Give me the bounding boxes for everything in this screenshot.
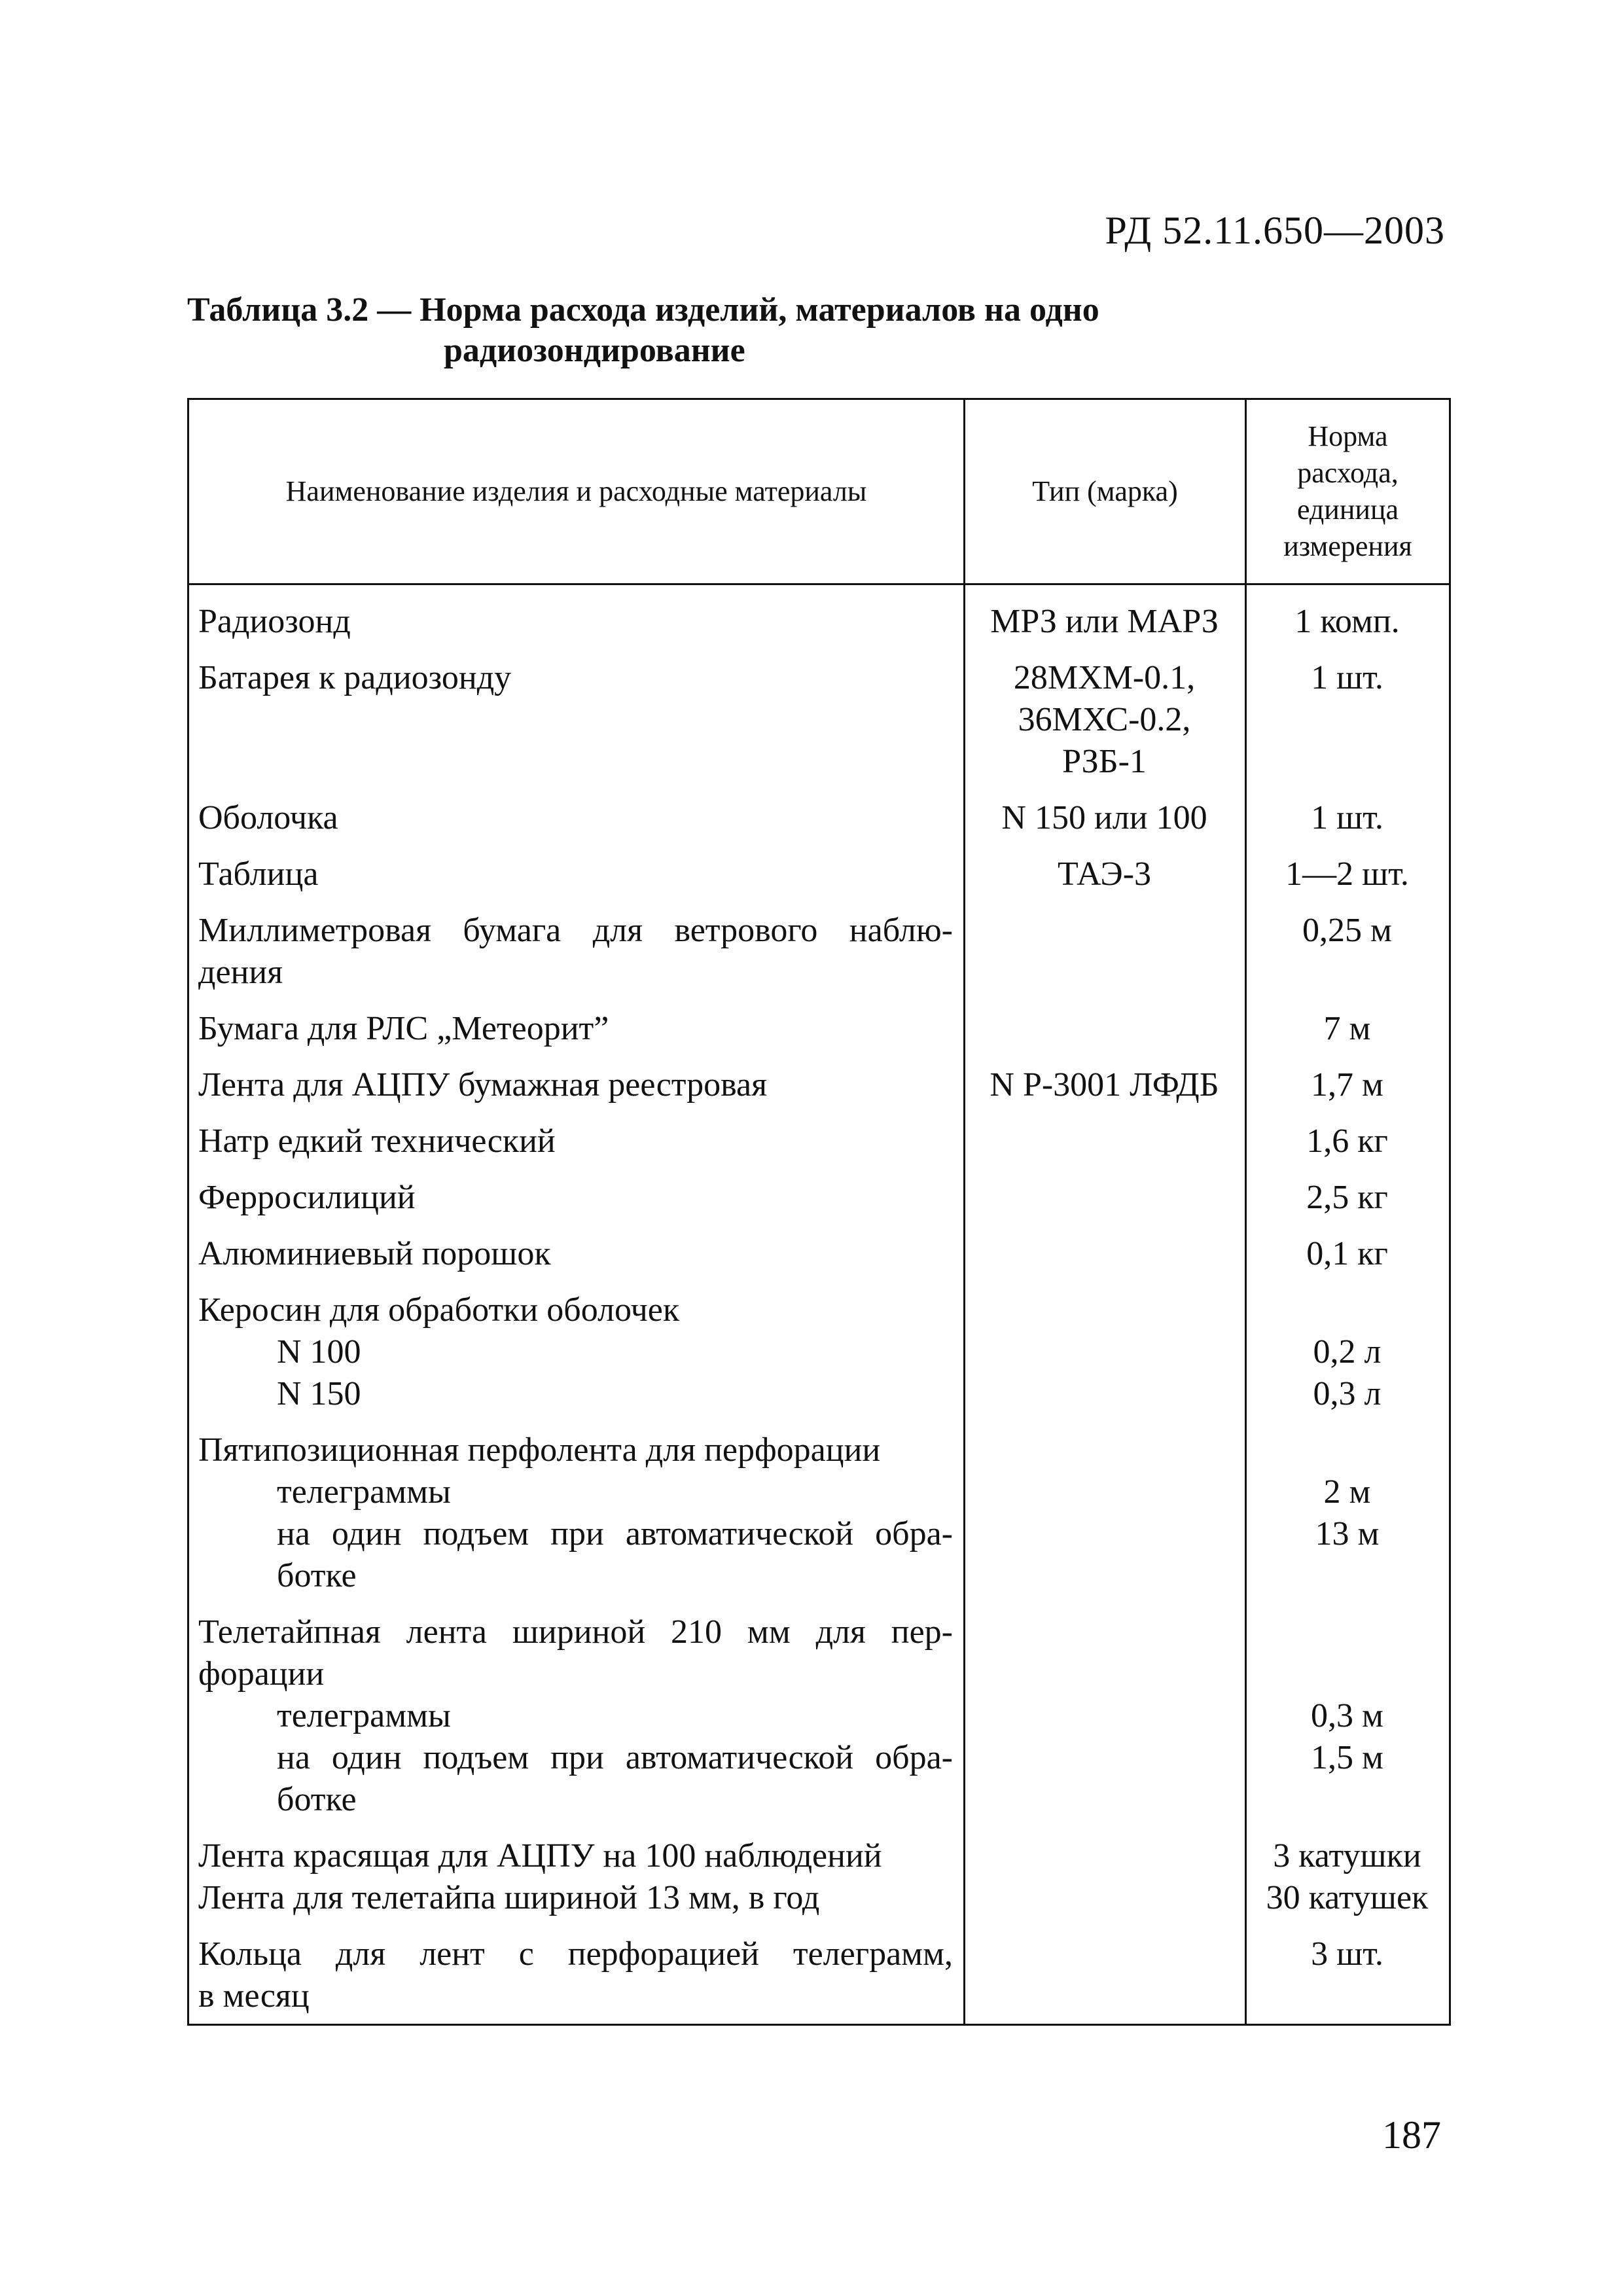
page-number: 187 — [1382, 2113, 1441, 2157]
row-type: МРЗ или МАРЗ — [965, 584, 1246, 651]
sub-item-qty: 2 м — [1323, 1473, 1371, 1511]
row-qty — [1246, 1282, 1450, 1422]
row-qty — [1246, 1422, 1450, 1604]
name-line: Лента красящая для АЦПУ на 100 наблюдений — [198, 1837, 882, 1874]
table-title-line2: радиозондирование — [444, 332, 745, 369]
table-row — [188, 1170, 1450, 1226]
type-line: 28МХМ-0.1, — [1013, 659, 1196, 696]
sub-item-qty: 0,3 м — [1311, 1697, 1383, 1734]
table-row — [188, 584, 1450, 651]
table-row — [188, 1828, 1450, 1926]
sub-item-name: ботке — [277, 1781, 357, 1818]
row-name: Бумага для РЛС „Метеорит” — [188, 1001, 965, 1057]
row-qty: 1 комп. — [1246, 584, 1450, 651]
column-header-type: Тип (марка) — [965, 399, 1246, 584]
qty-header-line: расхода, — [1297, 457, 1399, 489]
row-qty: 0,25 м — [1246, 903, 1450, 1001]
row-name: Натр едкий технический — [188, 1113, 965, 1170]
row-name: Алюминиевый порошок — [188, 1226, 965, 1282]
row-type — [965, 1604, 1246, 1828]
sub-item-name: N 100 — [277, 1333, 361, 1371]
row-name — [188, 1926, 965, 2025]
row-type — [965, 1113, 1246, 1170]
name-line: Керосин для обработки оболочек — [198, 1291, 680, 1329]
name-line: форации — [198, 1655, 325, 1693]
type-line: 36МХС-0.2, — [1018, 701, 1191, 738]
table-row — [188, 650, 1450, 790]
sub-item-name: N 150 — [277, 1375, 361, 1412]
row-qty: 1—2 шт. — [1246, 846, 1450, 903]
row-qty: 1,6 кг — [1246, 1113, 1450, 1170]
name-line: Кольца для лент с перфорацией телеграмм, — [198, 1935, 953, 1973]
sub-item-name: на один подъем при автоматической обра- — [277, 1515, 953, 1552]
row-type — [965, 1926, 1246, 2025]
sub-item-name: телеграммы — [277, 1473, 451, 1511]
row-name: Оболочка — [188, 790, 965, 846]
row-name — [188, 1604, 965, 1828]
row-name — [188, 1282, 965, 1422]
table-row — [188, 1226, 1450, 1282]
qty-header-line: единица — [1296, 493, 1399, 526]
qty-line: 3 катушки — [1273, 1837, 1421, 1874]
row-type: N 150 или 100 — [965, 790, 1246, 846]
row-type — [965, 903, 1246, 1001]
row-name: Батарея к радиозонду — [188, 650, 965, 790]
name-line: Миллиметровая бумага для ветрового наблю- — [198, 912, 953, 949]
sub-item-name: ботке — [277, 1557, 357, 1594]
row-type — [965, 650, 1246, 790]
row-name: Лента для АЦПУ бумажная реестровая — [188, 1057, 965, 1113]
row-qty: 1 шт. — [1246, 790, 1450, 846]
row-type — [965, 1422, 1246, 1604]
row-type — [965, 1001, 1246, 1057]
name-line: дения — [198, 954, 283, 991]
column-header-qty — [1246, 399, 1450, 584]
name-line: Лента для телетайпа шириной 13 мм, в год — [198, 1879, 820, 1916]
table-row — [188, 1604, 1450, 1828]
table-row — [188, 846, 1450, 903]
sub-item-name: на один подъем при автоматической обра- — [277, 1739, 953, 1776]
table-row — [188, 1001, 1450, 1057]
row-name — [188, 903, 965, 1001]
sub-item-qty: 13 м — [1315, 1515, 1380, 1552]
name-line: в месяц — [198, 1977, 310, 2015]
row-name — [188, 1422, 965, 1604]
row-qty — [1246, 1828, 1450, 1926]
sub-item-qty: 0,2 л — [1313, 1333, 1382, 1371]
table-row — [188, 1113, 1450, 1170]
row-type — [965, 1828, 1246, 1926]
row-name: Ферросилиций — [188, 1170, 965, 1226]
table-row — [188, 1422, 1450, 1604]
row-qty: 1 шт. — [1246, 650, 1450, 790]
document-code: РД 52.11.650—2003 — [1105, 209, 1445, 252]
row-qty: 0,1 кг — [1246, 1226, 1450, 1282]
row-name — [188, 1828, 965, 1926]
table-header-row — [188, 399, 1450, 584]
table-row — [188, 1282, 1450, 1422]
table-row — [188, 1057, 1450, 1113]
row-qty: 7 м — [1246, 1001, 1450, 1057]
name-line: Телетайпная лента шириной 210 мм для пер- — [198, 1613, 953, 1651]
row-name: Радиозонд — [188, 584, 965, 651]
qty-header-line: измерения — [1283, 530, 1412, 562]
row-type: ТАЭ-3 — [965, 846, 1246, 903]
row-qty: 2,5 кг — [1246, 1170, 1450, 1226]
row-type — [965, 1170, 1246, 1226]
row-qty: 3 шт. — [1246, 1926, 1450, 2025]
sub-item-qty: 1,5 м — [1311, 1739, 1383, 1776]
row-type — [965, 1282, 1246, 1422]
table-row — [188, 790, 1450, 846]
norm-table — [187, 398, 1451, 2026]
table-title-line1: Таблица 3.2 — Норма расхода изделий, материалов на одно — [187, 291, 1099, 329]
column-header-name: Наименование изделия и расходные материалы — [188, 399, 965, 584]
sub-item-name: телеграммы — [277, 1697, 451, 1734]
sub-item-qty: 0,3 л — [1313, 1375, 1382, 1412]
qty-header-line: Норма — [1308, 420, 1388, 452]
name-line: Пятипозиционная перфолента для перфорации — [198, 1431, 881, 1469]
row-qty — [1246, 1604, 1450, 1828]
type-line: РЗБ-1 — [1062, 743, 1147, 780]
qty-line: 30 катушек — [1266, 1879, 1429, 1916]
row-type: N Р-3001 ЛФДБ — [965, 1057, 1246, 1113]
row-name: Таблица — [188, 846, 965, 903]
table-row — [188, 1926, 1450, 2025]
table-row — [188, 903, 1450, 1001]
table-title — [187, 290, 1099, 371]
row-qty: 1,7 м — [1246, 1057, 1450, 1113]
row-type — [965, 1226, 1246, 1282]
